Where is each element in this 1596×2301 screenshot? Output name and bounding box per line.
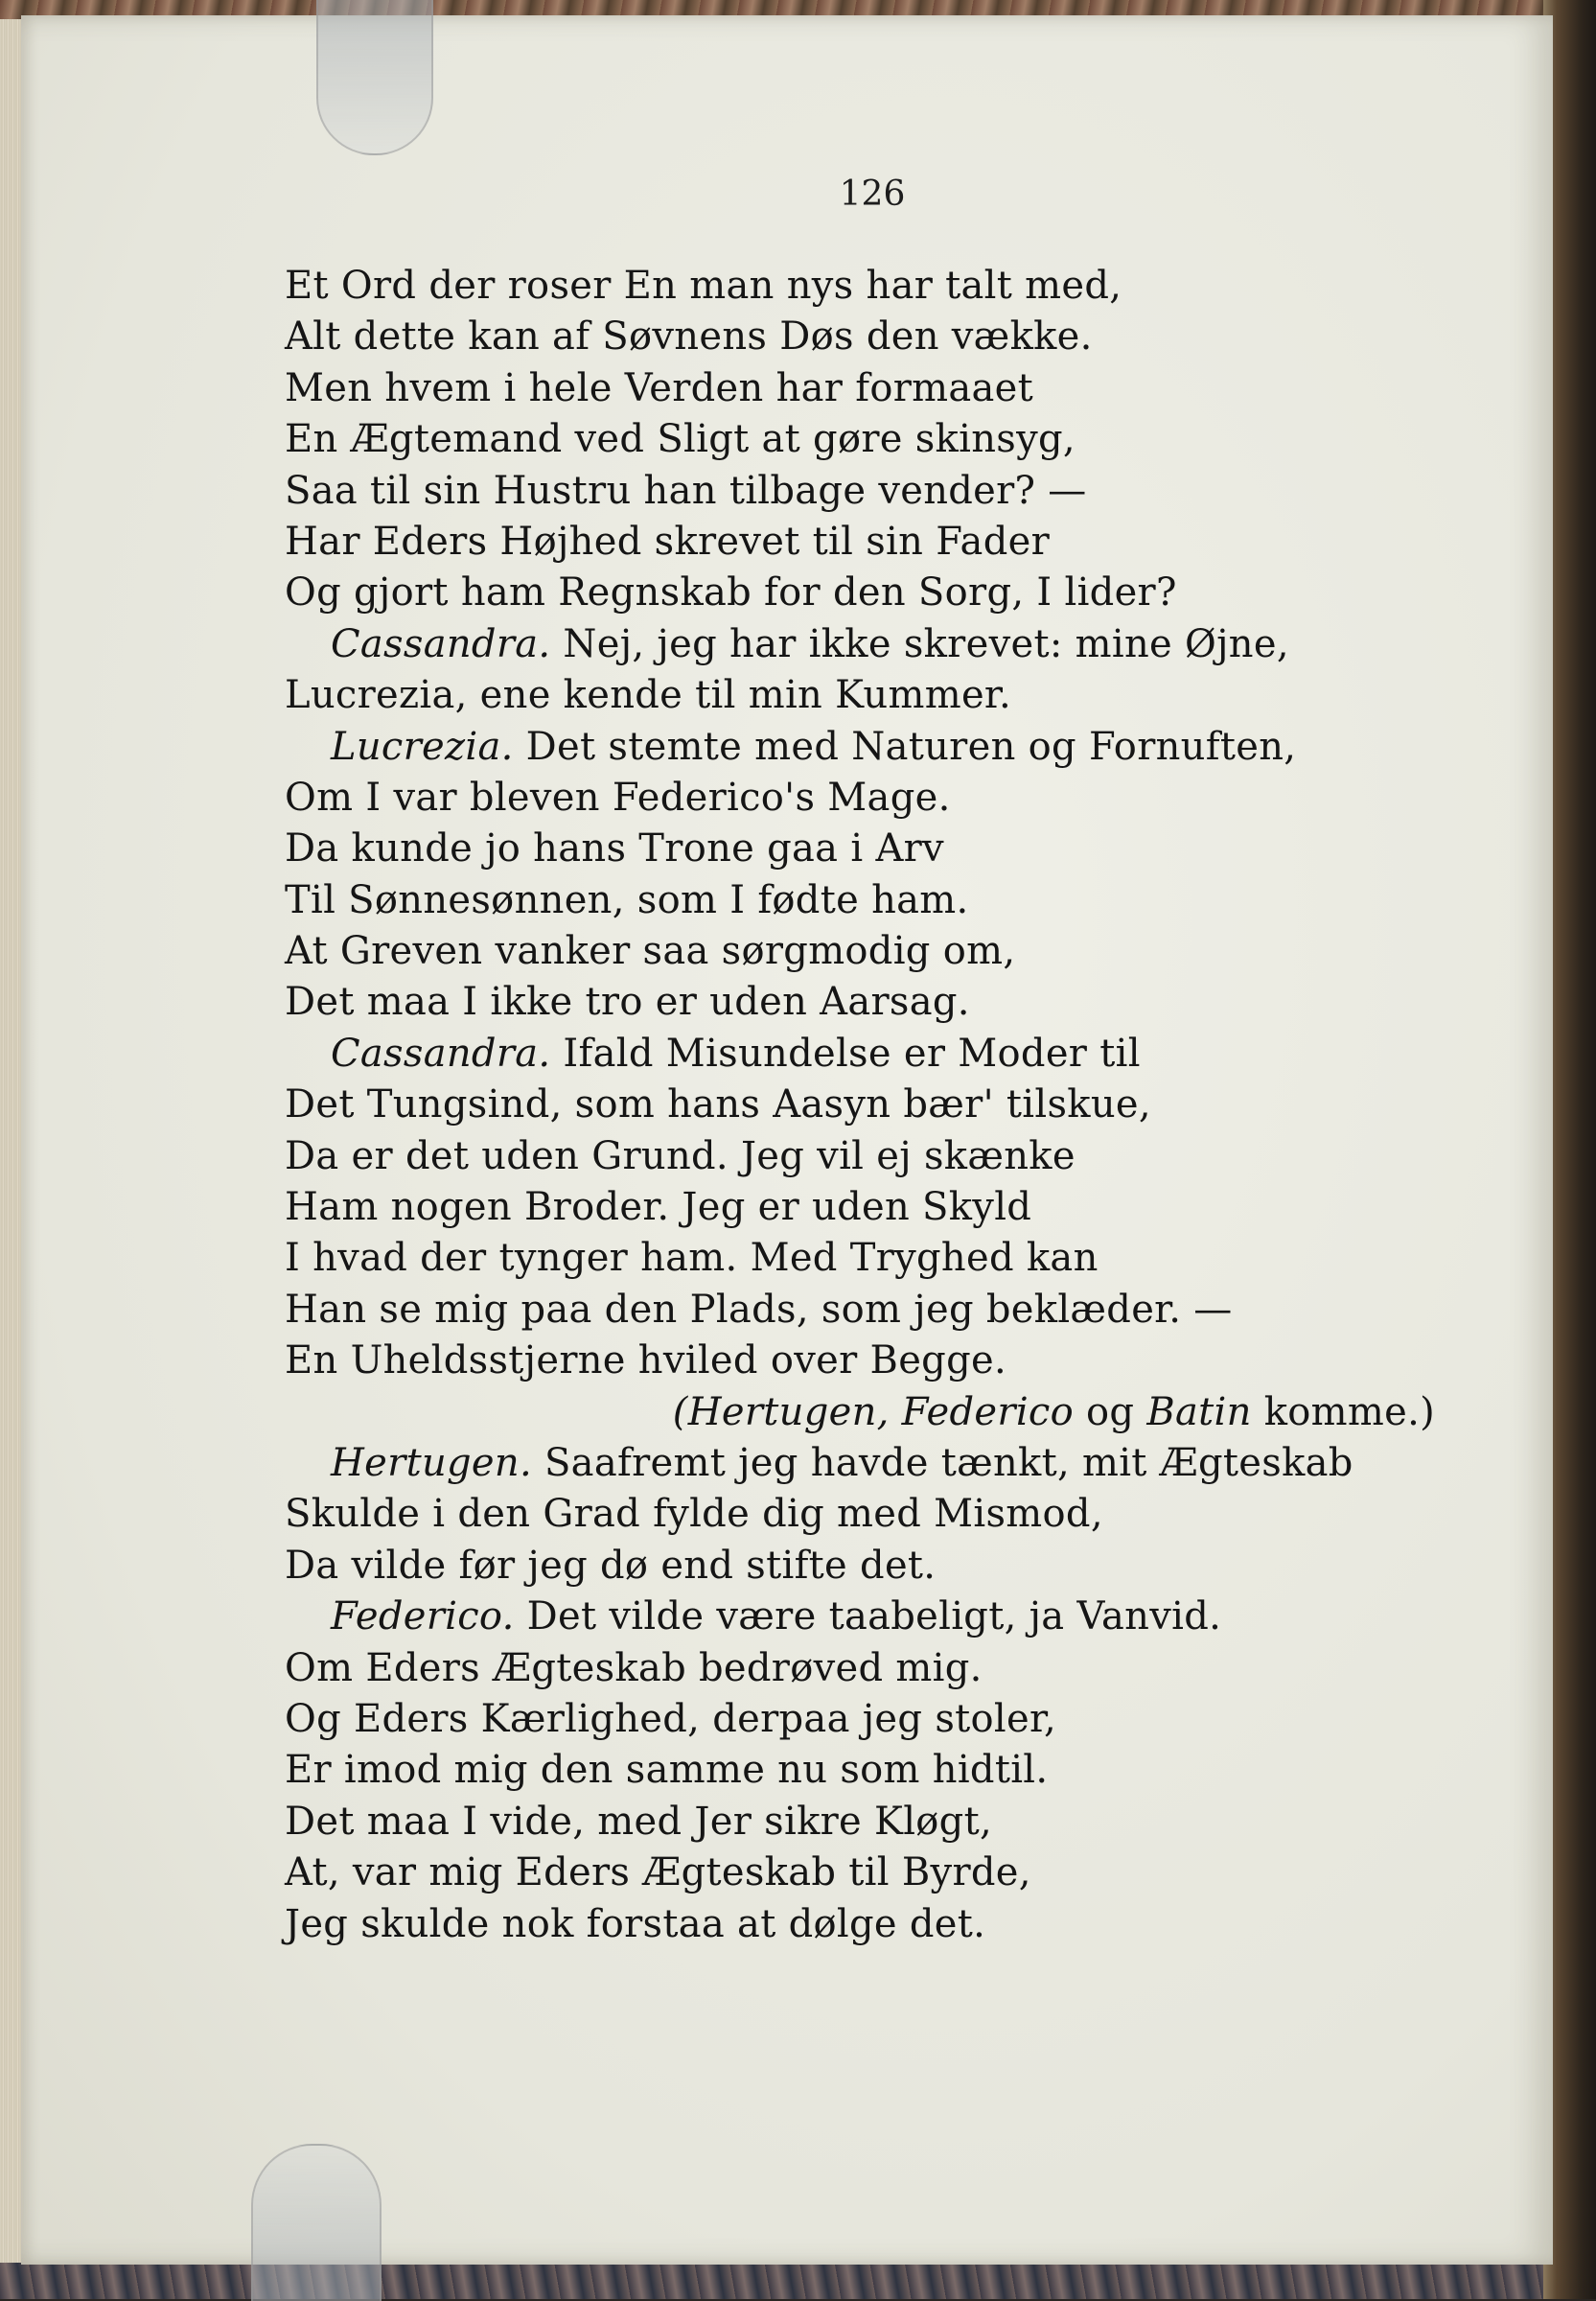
verse-line: Det Tungsind, som hans Aasyn bær' tilskue, [285, 1082, 1151, 1127]
verse-line: Men hvem i hele Verden har formaaet [285, 365, 1033, 410]
verse-line: Og gjort ham Regnskab for den Sorg, I lider? [285, 570, 1177, 616]
page-clip-top [316, 0, 433, 155]
dialogue-line: Lucrezia. Det stemte med Naturen og Fornuften, [331, 724, 1297, 769]
page-number: 126 [839, 174, 906, 214]
verse-line: Om Eders Ægteskab bedrøved mig. [285, 1645, 983, 1690]
dialogue-line: Hertugen. Saafremt jeg havde tænkt, mit Ægteskab [331, 1440, 1353, 1485]
page-clip-bottom [251, 2144, 382, 2301]
speaker-name: Cassandra. [331, 621, 551, 666]
speaker-name: Lucrezia. [331, 724, 514, 769]
verse-line: I hvad der tynger ham. Med Tryghed kan [285, 1236, 1099, 1281]
verse-line: Han se mig paa den Plads, som jeg beklæder. — [285, 1287, 1233, 1332]
verse-line: At Greven vanker saa sørgmodig om, [285, 929, 1016, 974]
verse-line: Lucrezia, ene kende til min Kummer. [285, 673, 1011, 718]
verse-line: Da er det uden Grund. Jeg vil ej skænke [285, 1133, 1076, 1178]
verse-line: Skulde i den Grad fylde dig med Mismod, [285, 1492, 1103, 1537]
verse-line: Er imod mig den samme nu som hidtil. [285, 1748, 1049, 1793]
stage-direction: (Hertugen, Federico og Batin komme.) [672, 1389, 1435, 1434]
verse-line: Da vilde før jeg dø end stifte det. [285, 1543, 937, 1588]
speaker-name: Hertugen. [331, 1440, 532, 1485]
verse-line: Alt dette kan af Søvnens Døs den vække. [285, 314, 1093, 360]
verse-line: En Uheldsstjerne hviled over Begge. [285, 1338, 1006, 1383]
verse-line: Det maa I ikke tro er uden Aarsag. [285, 980, 970, 1025]
speaker-name: Cassandra. [331, 1031, 551, 1076]
dialogue-line: Federico. Det vilde være taabeligt, ja Vanvid. [331, 1594, 1222, 1639]
verse-line: Ham nogen Broder. Jeg er uden Skyld [285, 1185, 1032, 1230]
verse-line: Har Eders Højhed skrevet til sin Fader [285, 519, 1051, 564]
verse-text [285, 261, 1473, 1950]
verse-line: Et Ord der roser En man nys har talt med, [285, 264, 1122, 308]
speaker-name: Federico. [331, 1594, 515, 1639]
verse-line: Om I var bleven Federico's Mage. [285, 775, 951, 820]
verse-line: Saa til sin Hustru han tilbage vender? — [285, 468, 1087, 513]
verse-line: Da kunde jo hans Trone gaa i Arv [285, 826, 944, 872]
dialogue-line: Cassandra. Ifald Misundelse er Moder til [331, 1031, 1141, 1076]
verse-line: Og Eders Kærlighed, derpaa jeg stoler, [285, 1696, 1057, 1741]
dialogue-line: Cassandra. Nej, jeg har ikke skrevet: mine Øjne, [331, 621, 1289, 666]
verse-line: At, var mig Eders Ægteskab til Byrde, [285, 1850, 1031, 1895]
verse-line: Jeg skulde nok forstaa at dølge det. [285, 1901, 986, 1946]
verse-line: En Ægtemand ved Sligt at gøre skinsyg, [285, 417, 1076, 462]
verse-line: Til Sønnesønnen, som I fødte ham. [285, 877, 969, 922]
verse-line: Det maa I vide, med Jer sikre Kløgt, [285, 1799, 992, 1844]
